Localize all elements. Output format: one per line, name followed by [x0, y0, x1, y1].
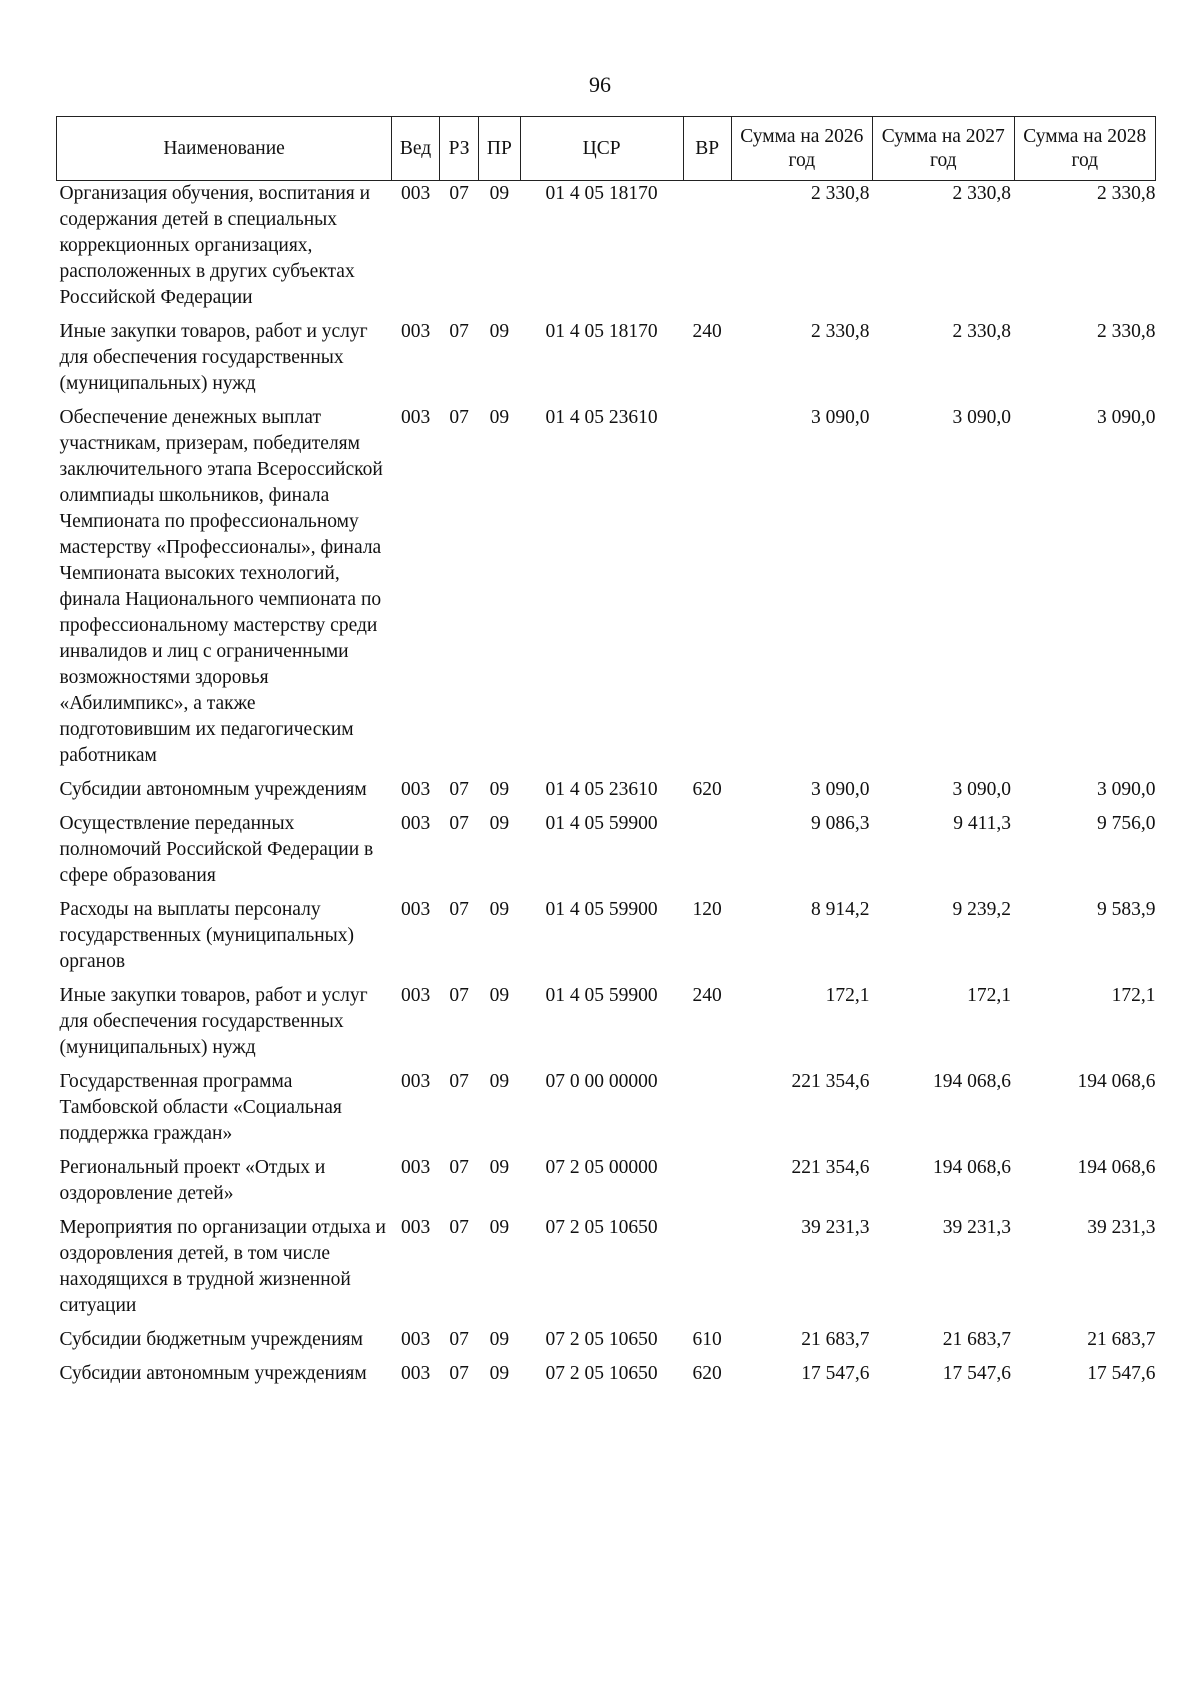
row-sum-2026: 221 354,6	[791, 1157, 870, 1178]
row-ved: 003	[400, 1071, 431, 1092]
row-sum-2028: 2 330,8	[1097, 183, 1156, 204]
row-csr: 01 4 05 18170	[545, 183, 658, 204]
row-sum-2026: 8 914,2	[811, 899, 870, 920]
row-csr: 07 2 05 10650	[545, 1363, 658, 1384]
table-row	[57, 1327, 1156, 1361]
row-ved: 003	[400, 183, 431, 204]
row-sum-2027: 194 068,6	[933, 1071, 1011, 1092]
row-pr: 09	[489, 1363, 510, 1384]
row-pr: 09	[489, 985, 510, 1006]
row-ved: 003	[400, 985, 431, 1006]
row-sum-2028: 2 330,8	[1097, 321, 1156, 342]
row-sum-2027: 39 231,3	[942, 1217, 1011, 1238]
row-name: Мероприятия по организации отдыха и оздоровления детей, в том числе находящихся в трудной жизненной ситуации	[59, 1217, 386, 1316]
row-sum-2027: 172,1	[967, 985, 1011, 1006]
row-rz: 07	[449, 1157, 469, 1178]
row-rz: 07	[449, 321, 469, 342]
row-sum-2028: 3 090,0	[1097, 407, 1156, 428]
row-pr: 09	[489, 1329, 510, 1350]
row-sum-2026: 39 231,3	[801, 1217, 870, 1238]
row-sum-2028: 194 068,6	[1077, 1071, 1156, 1092]
row-csr: 07 0 00 00000	[545, 1071, 658, 1092]
row-sum-2027: 9 239,2	[952, 899, 1011, 920]
row-vr: 610	[692, 1329, 722, 1350]
header-rz: РЗ	[440, 117, 479, 181]
row-sum-2027: 194 068,6	[933, 1157, 1011, 1178]
row-name: Государственная программа Тамбовской области «Социальная поддержка граждан»	[59, 1071, 342, 1144]
row-sum-2028: 172,1	[1111, 985, 1156, 1006]
row-pr: 09	[489, 779, 510, 800]
row-pr: 09	[489, 813, 510, 834]
table-header-row	[57, 117, 1156, 181]
row-sum-2028: 194 068,6	[1077, 1157, 1156, 1178]
row-sum-2027: 3 090,0	[952, 407, 1011, 428]
row-rz: 07	[449, 779, 469, 800]
header-vr: ВР	[683, 117, 731, 181]
table-row	[57, 181, 1156, 320]
row-name: Иные закупки товаров, работ и услуг для обеспечения государственных (муниципальных) нужд	[59, 985, 368, 1058]
row-sum-2028: 21 683,7	[1087, 1329, 1156, 1350]
row-ved: 003	[400, 1363, 431, 1384]
row-vr: 620	[692, 1363, 722, 1384]
row-sum-2026: 2 330,8	[811, 183, 870, 204]
row-vr: 620	[692, 779, 722, 800]
row-rz: 07	[449, 1329, 469, 1350]
row-rz: 07	[449, 985, 469, 1006]
row-name: Обеспечение денежных выплат участникам, призерам, победителям заключительного этапа Всероссийской олимпиады школьников, финала Чемпионата по профессиональному мастерству «Профессионалы», финала Чемпионата высоких технологий, финала Национального чемпионата по профессиональному мастерству среди инвалидов и лиц с ограниченными возможностями здоровья «Абилимпикс», а также подготовившим их педагогическим работникам	[59, 407, 383, 766]
row-pr: 09	[489, 1157, 510, 1178]
table-row	[57, 1069, 1156, 1155]
row-vr	[683, 811, 731, 897]
row-csr: 01 4 05 23610	[545, 779, 658, 800]
table-row	[57, 1361, 1156, 1395]
table-row	[57, 983, 1156, 1069]
page-number: 96	[589, 72, 611, 97]
row-sum-2026: 172,1	[825, 985, 870, 1006]
row-vr	[683, 181, 731, 320]
row-csr: 01 4 05 59900	[545, 899, 658, 920]
row-sum-2028: 9 756,0	[1097, 813, 1156, 834]
row-ved: 003	[400, 779, 431, 800]
row-sum-2027: 2 330,8	[952, 183, 1011, 204]
row-name: Расходы на выплаты персоналу государственных (муниципальных) органов	[59, 899, 355, 972]
table-row	[57, 1215, 1156, 1327]
row-name: Субсидии автономным учреждениям	[59, 1363, 367, 1384]
row-sum-2027: 3 090,0	[952, 779, 1011, 800]
table-row	[57, 777, 1156, 811]
row-sum-2027: 9 411,3	[953, 813, 1011, 834]
row-sum-2026: 9 086,3	[811, 813, 870, 834]
row-sum-2027: 2 330,8	[952, 321, 1011, 342]
row-ved: 003	[400, 1329, 431, 1350]
row-sum-2027: 17 547,6	[942, 1363, 1011, 1384]
row-pr: 09	[489, 899, 510, 920]
header-pr: ПР	[479, 117, 520, 181]
row-sum-2028: 17 547,6	[1087, 1363, 1156, 1384]
row-ved: 003	[400, 407, 431, 428]
row-vr: 120	[692, 899, 722, 920]
row-vr	[683, 405, 731, 777]
row-rz: 07	[449, 1217, 469, 1238]
table-row	[57, 897, 1156, 983]
table-row	[57, 319, 1156, 405]
row-sum-2028: 39 231,3	[1087, 1217, 1156, 1238]
row-rz: 07	[449, 813, 469, 834]
row-vr: 240	[692, 321, 722, 342]
row-csr: 07 2 05 10650	[545, 1329, 658, 1350]
row-sum-2026: 3 090,0	[811, 407, 870, 428]
row-sum-2028: 9 583,9	[1097, 899, 1156, 920]
row-pr: 09	[489, 407, 510, 428]
row-sum-2026: 21 683,7	[801, 1329, 870, 1350]
row-pr: 09	[489, 1071, 510, 1092]
row-name: Организация обучения, воспитания и содержания детей в специальных коррекционных организациях, расположенных в других субъектах Российской Федерации	[59, 183, 371, 308]
row-name: Субсидии автономным учреждениям	[59, 779, 367, 800]
row-ved: 003	[400, 899, 431, 920]
row-ved: 003	[400, 1217, 431, 1238]
header-sum-2028: Сумма на 2028 год	[1014, 117, 1156, 181]
table-row	[57, 405, 1156, 777]
row-sum-2028: 3 090,0	[1097, 779, 1156, 800]
header-csr: ЦСР	[520, 117, 683, 181]
row-name: Иные закупки товаров, работ и услуг для обеспечения государственных (муниципальных) нужд	[59, 321, 368, 394]
row-ved: 003	[400, 321, 431, 342]
row-csr: 01 4 05 59900	[545, 813, 658, 834]
table-body	[57, 181, 1156, 1396]
row-pr: 09	[489, 183, 510, 204]
row-csr: 01 4 05 59900	[545, 985, 658, 1006]
row-rz: 07	[449, 407, 469, 428]
row-name: Субсидии бюджетным учреждениям	[59, 1329, 363, 1350]
row-sum-2026: 221 354,6	[791, 1071, 870, 1092]
header-name: Наименование	[57, 117, 392, 181]
row-rz: 07	[449, 899, 469, 920]
budget-table	[56, 116, 1156, 1395]
row-sum-2026: 17 547,6	[801, 1363, 870, 1384]
row-csr: 01 4 05 18170	[545, 321, 658, 342]
row-csr: 07 2 05 10650	[545, 1217, 658, 1238]
row-ved: 003	[400, 1157, 431, 1178]
row-pr: 09	[489, 321, 510, 342]
row-rz: 07	[449, 1363, 469, 1384]
row-vr: 240	[692, 985, 722, 1006]
row-name: Региональный проект «Отдых и оздоровление детей»	[59, 1157, 326, 1204]
row-ved: 003	[400, 813, 431, 834]
header-sum-2026: Сумма на 2026 год	[731, 117, 872, 181]
row-rz: 07	[449, 183, 469, 204]
row-vr	[683, 1069, 731, 1155]
row-rz: 07	[449, 1071, 469, 1092]
row-vr	[683, 1215, 731, 1327]
header-sum-2027: Сумма на 2027 год	[873, 117, 1014, 181]
header-ved: Вед	[392, 117, 440, 181]
row-csr: 07 2 05 00000	[545, 1157, 658, 1178]
row-name: Осуществление переданных полномочий Российской Федерации в сфере образования	[59, 813, 374, 886]
row-vr	[683, 1155, 731, 1215]
table-row	[57, 1155, 1156, 1215]
row-csr: 01 4 05 23610	[545, 407, 658, 428]
row-pr: 09	[489, 1217, 510, 1238]
table-row	[57, 811, 1156, 897]
row-sum-2027: 21 683,7	[942, 1329, 1011, 1350]
row-sum-2026: 2 330,8	[811, 321, 870, 342]
row-sum-2026: 3 090,0	[811, 779, 870, 800]
